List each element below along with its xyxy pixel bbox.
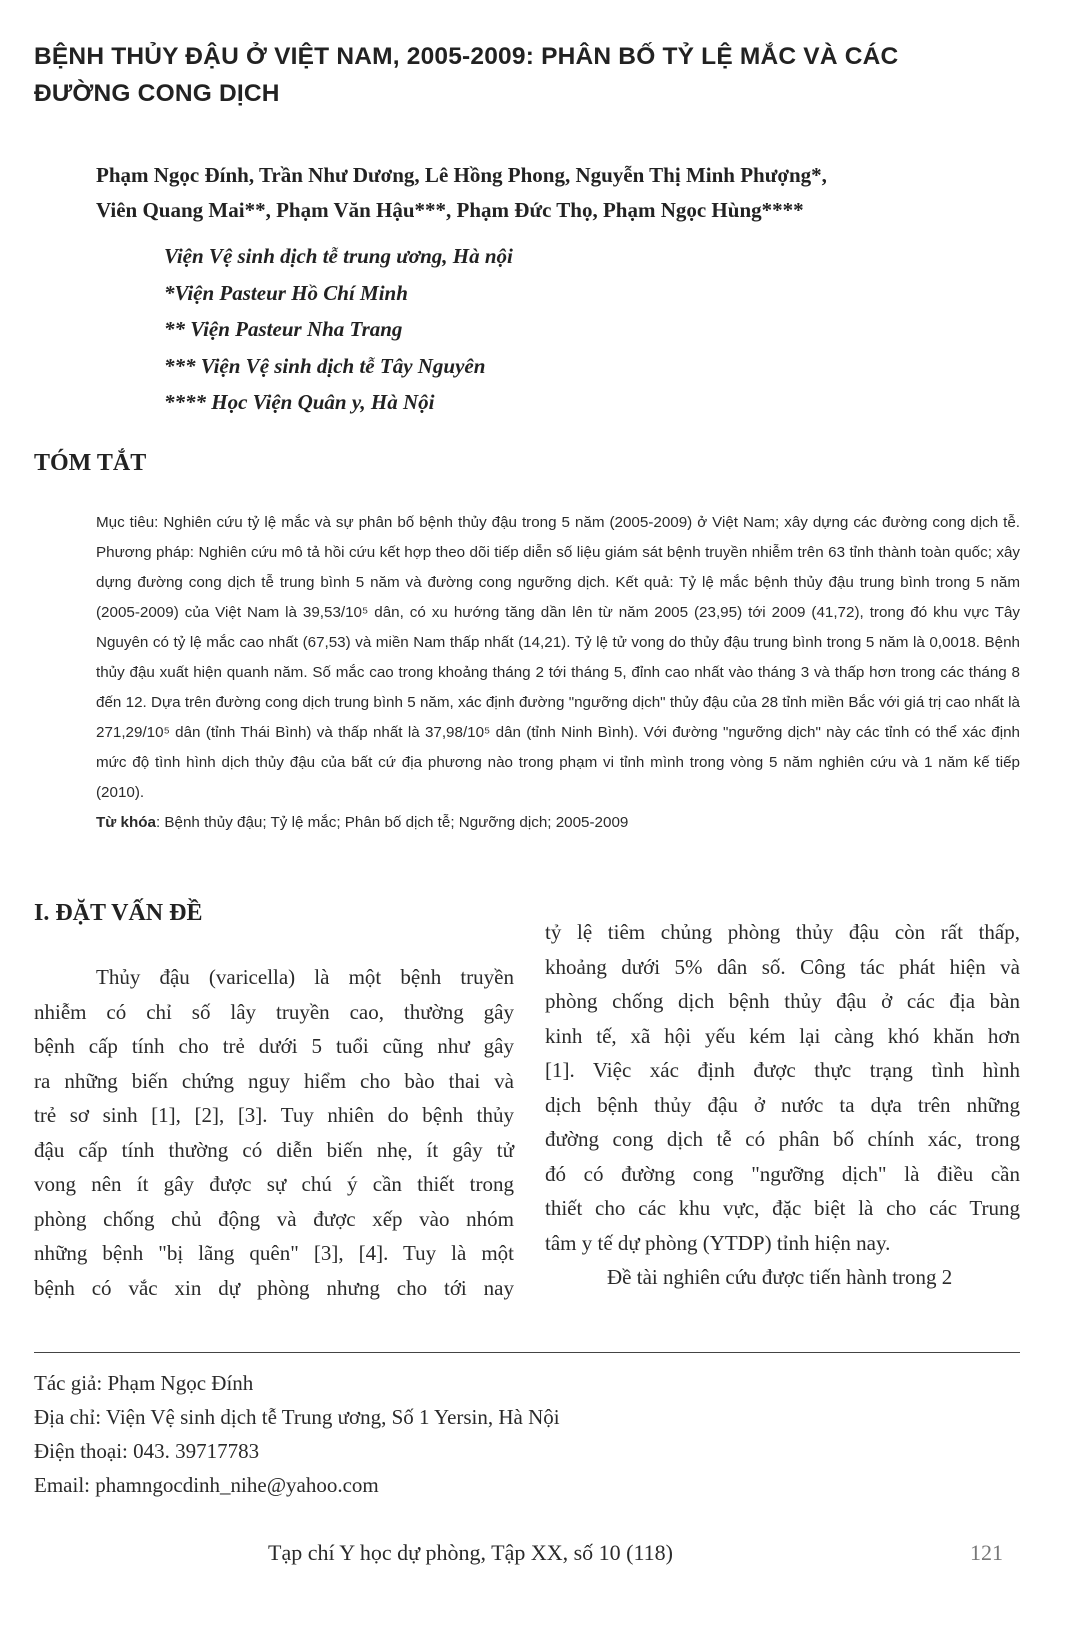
title-line-1: BỆNH THỦY ĐẬU Ở VIỆT NAM, 2005-2009: PHÂN BỐ TỶ LỆ MẮC VÀ CÁC	[34, 43, 899, 70]
intro-right-line: khoảng dưới 5% dân số. Công tác phát hiện và	[545, 954, 1020, 979]
affiliation-1: Viện Vệ sinh dịch tễ trung ương, Hà nội	[164, 244, 513, 268]
journal-footer: Tạp chí Y học dự phòng, Tập XX, số 10 (118)	[268, 1540, 674, 1565]
intro-right-line: tỷ lệ tiêm chủng phòng thủy đậu còn rất thấp,	[545, 920, 1020, 944]
intro-left-line: phòng chống chủ động và được xếp vào nhóm	[34, 1206, 514, 1231]
affiliation-3: ** Viện Pasteur Nha Trang	[164, 317, 403, 341]
abstract-block	[96, 508, 1020, 838]
intro-right-line: thiết cho các khu vực, đặc biệt là cho các Trung	[545, 1196, 1020, 1220]
intro-right-line: kinh tế, xã hội yếu kém lại càng khó khăn hơn	[545, 1023, 1020, 1048]
affiliation-2: *Viện Pasteur Hồ Chí Minh	[164, 280, 408, 305]
paper-title	[34, 38, 1024, 112]
author-list	[96, 158, 1026, 228]
intro-right-line: dịch bệnh thủy đậu ở nước ta dựa trên những	[545, 1092, 1020, 1117]
intro-left-line: nhiễm có chỉ số lây truyền cao, thường gây	[34, 999, 514, 1024]
contact-email: Email: phamngocdinh_nihe@yahoo.com	[34, 1473, 379, 1497]
title-line-2: ĐƯỜNG CONG DỊCH	[34, 80, 280, 107]
intro-right-column	[545, 915, 1020, 1295]
author-line-2: Viên Quang Mai**, Phạm Văn Hậu***, Phạm Đức Thọ, Phạm Ngọc Hùng****	[96, 198, 804, 222]
footnote-separator	[34, 1352, 1020, 1353]
intro-left-line: những bệnh "bị lãng quên" [3], [4]. Tuy là một	[34, 1241, 514, 1265]
intro-left-line: bệnh có vắc xin dự phòng nhưng cho tới nay	[34, 1275, 514, 1300]
intro-right-line: phòng chống dịch bệnh thủy đậu ở các địa bàn	[545, 989, 1020, 1013]
intro-right-line: tâm y tế dự phòng (YTDP) tỉnh hiện nay.	[545, 1230, 891, 1255]
author-line-1: Phạm Ngọc Đính, Trần Như Dương, Lê Hồng Phong, Nguyễn Thị Minh Phượng*,	[96, 163, 827, 187]
intro-right-line: đường cong dịch tễ có phân bố chính xác, trong	[545, 1127, 1020, 1151]
affiliation-list	[164, 238, 964, 421]
page-number: 121	[970, 1540, 1003, 1565]
affiliation-5: **** Học Viện Quân y, Hà Nội	[164, 390, 435, 414]
intro-right-line: đó có đường cong "ngưỡng dịch" là điều cần	[545, 1161, 1020, 1186]
intro-left-line: đậu cấp tính thường có diễn biến nhẹ, ít gây tử	[34, 1137, 514, 1162]
affiliation-4: *** Viện Vệ sinh dịch tễ Tây Nguyên	[164, 353, 486, 378]
intro-left-line: ra những biến chứng nguy hiểm cho bào thai và	[34, 1068, 514, 1093]
intro-left-line: vong nên ít gây được sự chú ý cần thiết trong	[34, 1172, 514, 1196]
contact-phone: Điện thoại: 043. 39717783	[34, 1439, 260, 1463]
intro-left-column	[34, 960, 514, 1305]
keywords-label: Từ khóa	[96, 814, 156, 831]
intro-left-line: bệnh cấp tính cho trẻ dưới 5 tuổi cũng như gây	[34, 1034, 514, 1058]
contact-author: Tác giả: Phạm Ngọc Đính	[34, 1371, 254, 1395]
section-heading-introduction: I. ĐẶT VẤN ĐỀ	[34, 900, 203, 926]
intro-left-line: Thủy đậu (varicella) là một bệnh truyền	[96, 965, 514, 989]
abstract-heading: TÓM TẮT	[34, 450, 147, 476]
intro-right-line: [1]. Việc xác định được thực trạng tình hình	[545, 1058, 1020, 1082]
keywords-line	[96, 808, 1020, 838]
contact-address: Địa chỉ: Viện Vệ sinh dịch tễ Trung ương, Số 1 Yersin, Hà Nội	[34, 1405, 560, 1429]
intro-left-line: trẻ sơ sinh [1], [2], [3]. Tuy nhiên do bệnh thủy	[34, 1103, 514, 1127]
intro-right-line: Đề tài nghiên cứu được tiến hành trong 2	[607, 1265, 953, 1289]
corresponding-author-info	[34, 1366, 734, 1502]
keywords-text: : Bệnh thủy đậu; Tỷ lệ mắc; Phân bố dịch tễ; Ngưỡng dịch; 2005-2009	[155, 814, 629, 831]
abstract-body: Mục tiêu: Nghiên cứu tỷ lệ mắc và sự phân bố bệnh thủy đậu trong 5 năm (2005-2009) ở Việt Nam; xây dựng các đường cong dịch tễ. Phương pháp: Nghiên cứu mô tả hồi cứu kết hợp theo dõi tiếp diễn số liệu giám sát bệnh truyền nhiễm trên 63 tỉnh thành toàn quốc; xây dựng đường cong dịch tễ trung bình 5 năm và đường cong ngưỡng dịch. Kết quả: Tỷ lệ mắc bệnh thủy đậu trung bình trong 5 năm (2005-2009) của Việt Nam là 39,53/10⁵ dân, có xu hướng tăng dần lên từ năm 2005 (23,95) tới 2009 (41,72), trong đó khu vực Tây Nguyên có tỷ lệ mắc cao nhất (67,53) và miền Nam thấp nhất (14,21). Tỷ lệ tử vong do thủy đậu trung bình trong 5 năm là 0,0018. Bệnh thủy đậu xuất hiện quanh năm. Số mắc cao trong khoảng tháng 2 tới tháng 5, đỉnh cao nhất vào tháng 3 và thấp hơn trong các tháng 8 đến 12. Dựa trên đường cong dịch trung bình 5 năm, xác định đường "ngưỡng dịch" thủy đậu của 28 tỉnh miền Bắc với giá trị cao nhất là 271,29/10⁵ dân (tỉnh Thái Bình) và thấp nhất là 37,98/10⁵ dân (tỉnh Ninh Bình). Với đường "ngưỡng dịch" này các tỉnh có thể xác định mức độ tình hình dịch thủy đậu của bất cứ địa phương nào trong phạm vi tỉnh mình trong vòng 5 năm nghiên cứu và 1 năm kế tiếp (2010).	[96, 514, 1020, 801]
